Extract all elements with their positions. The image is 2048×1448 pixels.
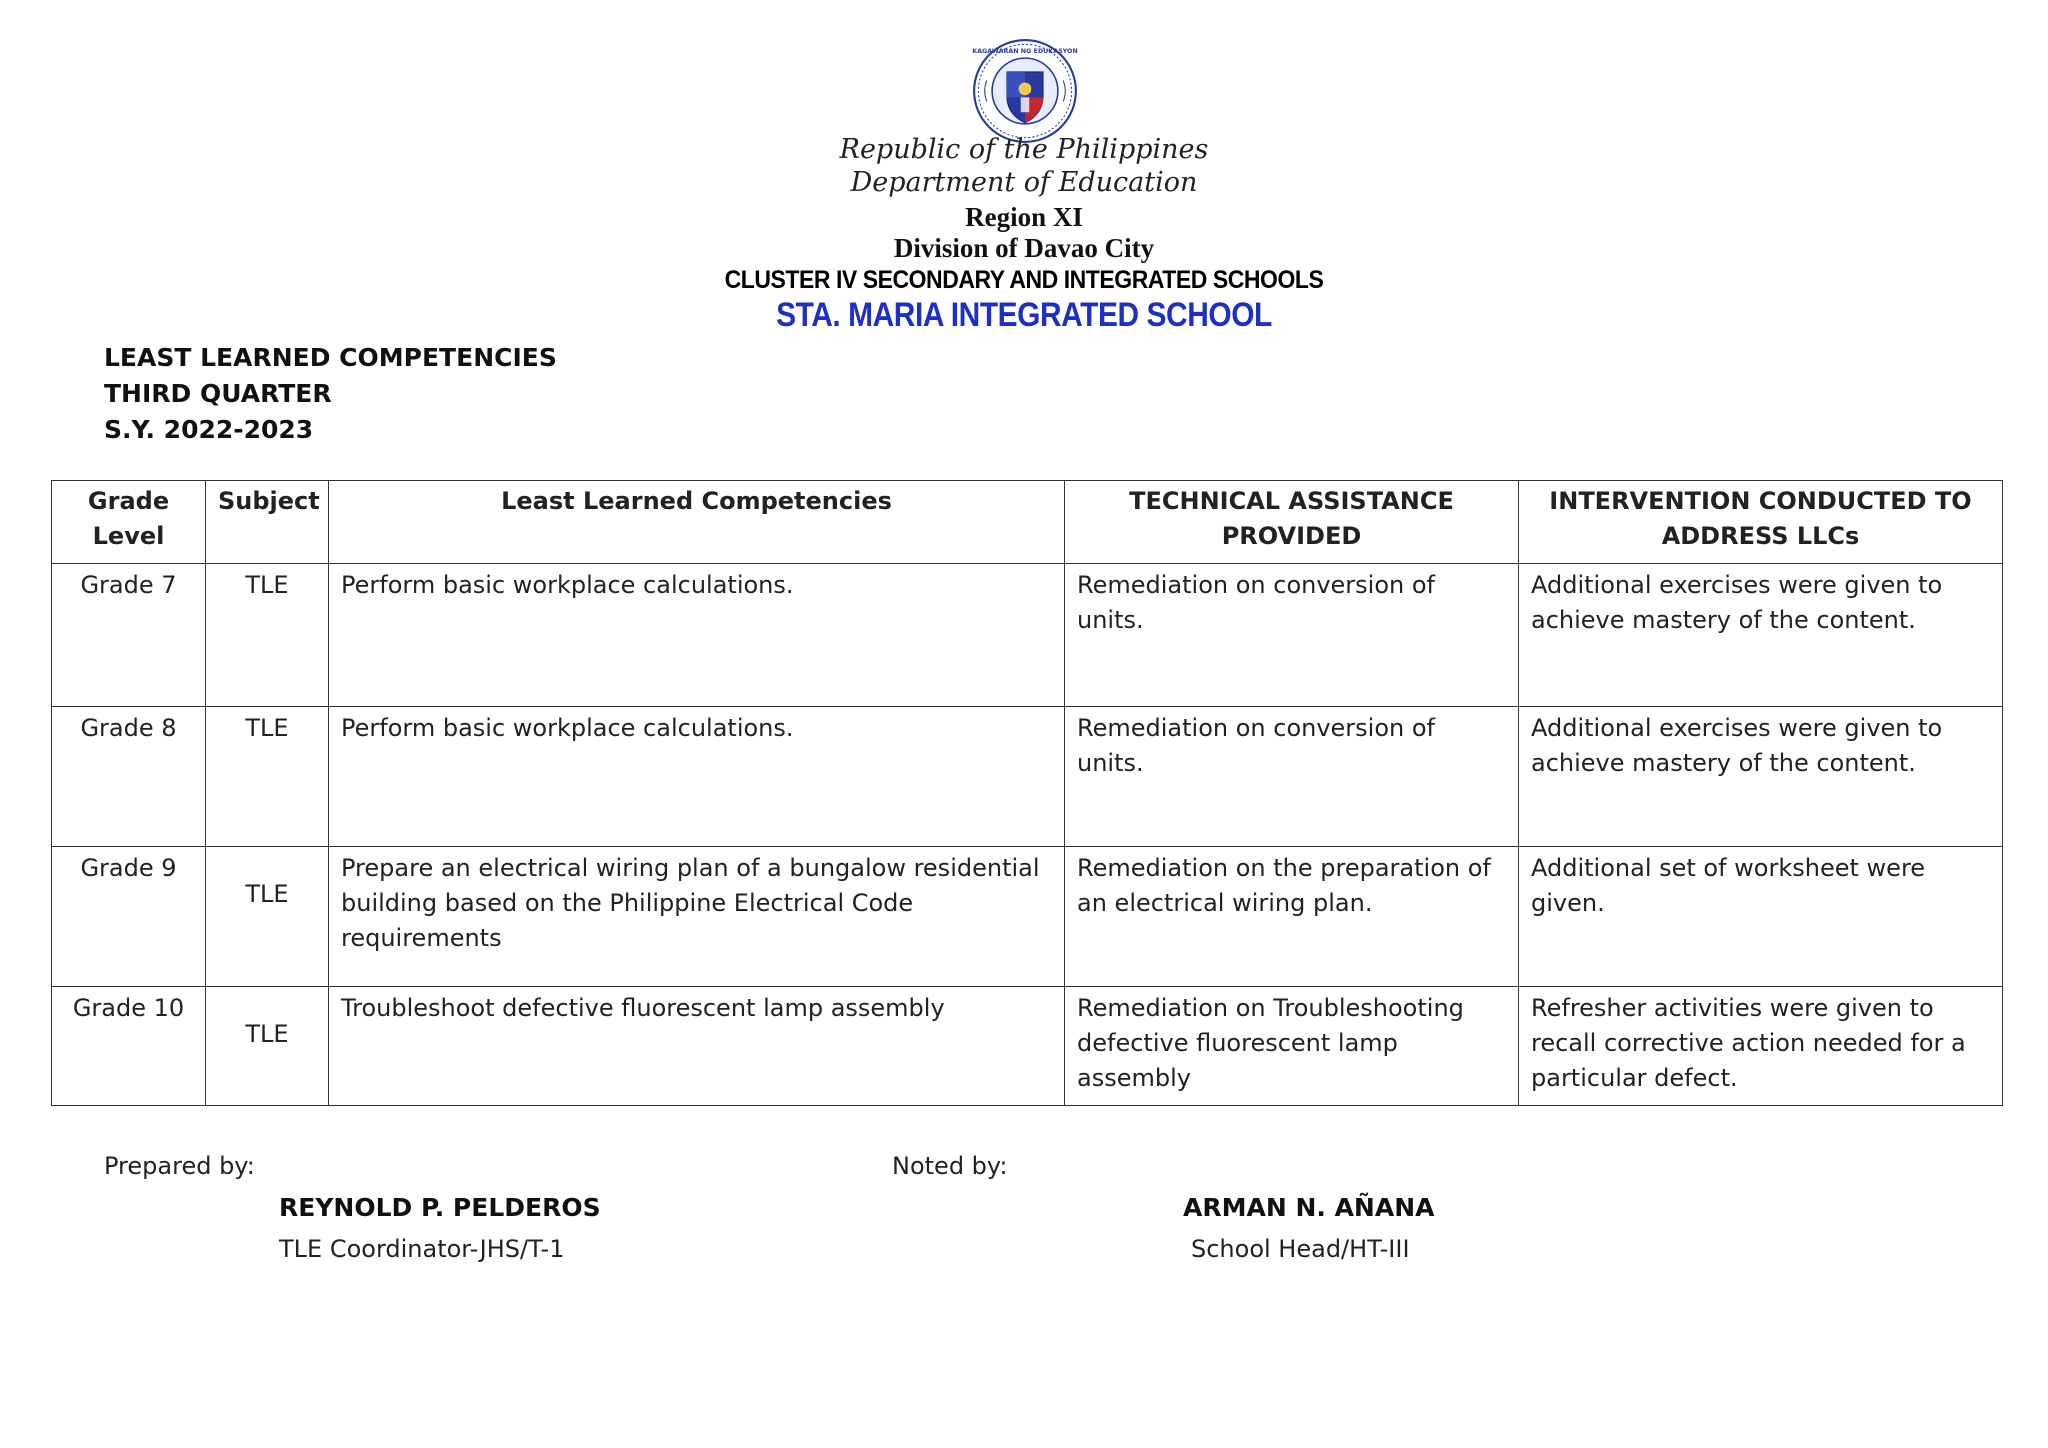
republic-line: Republic of the Philippines xyxy=(839,134,1209,165)
cell-subject: TLE xyxy=(206,847,329,987)
cell-grade: Grade 8 xyxy=(52,707,206,847)
cell-competency: Perform basic workplace calculations. xyxy=(329,564,1065,707)
table-row xyxy=(52,564,2003,707)
cell-subject: TLE xyxy=(206,707,329,847)
report-school-year: S.Y. 2022-2023 xyxy=(104,415,314,444)
cell-grade: Grade 9 xyxy=(52,847,206,987)
table-row xyxy=(52,847,2003,987)
department-line: Department of Education xyxy=(850,167,1198,198)
header-competencies: Least Learned Competencies xyxy=(329,481,1065,564)
cluster-line: CLUSTER IV SECONDARY AND INTEGRATED SCHOOLS xyxy=(724,266,1324,294)
deped-seal-logo xyxy=(972,38,1078,144)
noted-by-role: School Head/HT-III xyxy=(1191,1235,1410,1263)
header-intervention: INTERVENTION CONDUCTED TO ADDRESS LLCs xyxy=(1519,481,2003,564)
cell-assistance: Remediation on Troubleshooting defective fluorescent lamp assembly xyxy=(1065,987,1519,1106)
cell-grade: Grade 7 xyxy=(52,564,206,707)
prepared-by-label: Prepared by: xyxy=(104,1152,255,1180)
table-header-row xyxy=(52,481,2003,564)
cell-subject: TLE xyxy=(206,987,329,1106)
cell-intervention: Additional exercises were given to achieve mastery of the content. xyxy=(1519,707,2003,847)
cell-competency: Perform basic workplace calculations. xyxy=(329,707,1065,847)
prepared-by-name: REYNOLD P. PELDEROS xyxy=(279,1193,601,1222)
noted-by-label: Noted by: xyxy=(892,1152,1008,1180)
prepared-by-role: TLE Coordinator-JHS/T-1 xyxy=(279,1235,565,1263)
cell-intervention: Refresher activities were given to recall corrective action needed for a particular defect. xyxy=(1519,987,2003,1106)
report-title-block xyxy=(104,340,557,448)
cell-competency: Prepare an electrical wiring plan of a bungalow residential building based on the Philippine Electrical Code requirements xyxy=(329,847,1065,987)
cell-grade: Grade 10 xyxy=(52,987,206,1106)
header-grade-level: Grade Level xyxy=(52,481,206,564)
school-name: STA. MARIA INTEGRATED SCHOOL xyxy=(776,296,1272,334)
cell-subject: TLE xyxy=(206,564,329,707)
header-technical-assistance: TECHNICAL ASSISTANCE PROVIDED xyxy=(1065,481,1519,564)
cell-assistance: Remediation on the preparation of an electrical wiring plan. xyxy=(1065,847,1519,987)
svg-text:KAGAWARAN NG EDUKASYON: KAGAWARAN NG EDUKASYON xyxy=(972,47,1078,55)
cell-intervention: Additional set of worksheet were given. xyxy=(1519,847,2003,987)
cell-intervention: Additional exercises were given to achieve mastery of the content. xyxy=(1519,564,2003,707)
report-title: LEAST LEARNED COMPETENCIES xyxy=(104,343,557,372)
table-row xyxy=(52,987,2003,1106)
noted-by-name: ARMAN N. AÑANA xyxy=(1183,1193,1435,1222)
llc-table xyxy=(51,480,2003,1106)
cell-assistance: Remediation on conversion of units. xyxy=(1065,707,1519,847)
cell-competency: Troubleshoot defective fluorescent lamp assembly xyxy=(329,987,1065,1106)
division-line: Division of Davao City xyxy=(893,233,1155,263)
report-quarter: THIRD QUARTER xyxy=(104,379,332,408)
table-row xyxy=(52,707,2003,847)
header-subject: Subject xyxy=(206,481,329,564)
region-line: Region XI xyxy=(965,202,1083,232)
cell-assistance: Remediation on conversion of units. xyxy=(1065,564,1519,707)
